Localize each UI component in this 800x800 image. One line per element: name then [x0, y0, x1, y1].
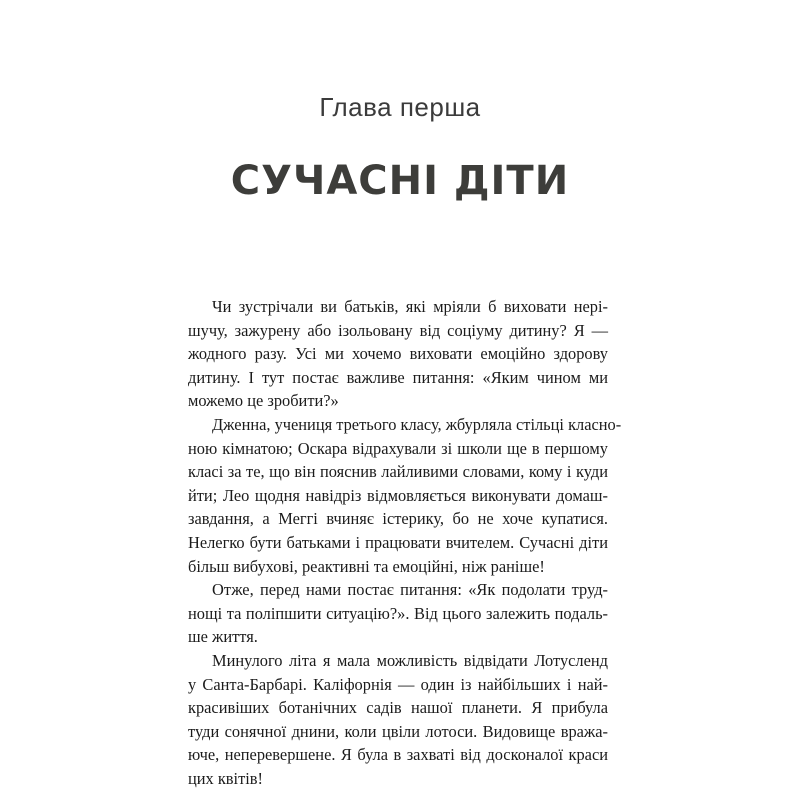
text-line: більш вибухові, реактивні та емоційні, ніж раніше!: [188, 556, 545, 576]
text-line: класі за те, що він пояснив лайливими словами, кому і куди: [188, 462, 608, 482]
text-line: дитину. І тут постає важливе питання: «Яким чином ми: [188, 367, 608, 387]
text-line: ше життя.: [188, 627, 258, 647]
text-line: цих квітів!: [188, 768, 264, 788]
text-line: нощі та поліпшити ситуацію?». Від цього залежить подаль-: [188, 603, 608, 623]
text-line: у Санта-Барбарі. Каліфорнія — один із найбільших і най-: [188, 674, 608, 694]
text-line: Нелегко бути батьками і працювати вчителем. Сучасні діти: [188, 532, 608, 552]
text-line: Чи зустрічали ви батьків, які мріяли б виховати нері-: [212, 297, 608, 316]
text-line: завдання, а Меггі вчиняє істерику, бо не хоче купатися.: [188, 509, 608, 529]
text-line: можемо це зробити?»: [188, 391, 339, 411]
paragraph: [188, 413, 622, 578]
text-line: шучу, зажурену або ізольовану від соціуму дитину? Я —: [188, 320, 608, 340]
text-line: йти; Лео щодня навідріз відмовляється виконувати домаш-: [188, 485, 608, 505]
chapter-title: СУЧАСНІ ДІТИ: [230, 158, 570, 204]
text-line: юче, неперевершене. Я була в захваті від досконалої краси: [188, 745, 608, 765]
paragraph: [188, 649, 608, 791]
text-line: Минулого літа я мала можливість відвідати Лотусленд: [212, 650, 608, 670]
text-line: красивіших ботанічних садів нашої планети. Я прибула: [188, 698, 608, 718]
text-line: жодного разу. Усі ми хочемо виховати емоційно здорову: [188, 344, 608, 364]
text-line: Дженна, учениця третього класу, жбурляла стільці класно-: [212, 414, 622, 434]
text-line: туди сонячної днини, коли цвіли лотоси. Видовище вража-: [188, 721, 608, 741]
chapter-body: [188, 295, 622, 790]
text-line: Отже, перед нами постає питання: «Як подолати труд-: [212, 580, 608, 600]
chapter-label: Глава перша: [319, 92, 481, 122]
paragraph: [188, 578, 608, 649]
paragraph: [188, 295, 608, 413]
text-line: ною кімнатою; Оскара відрахували зі школи ще в першому: [188, 438, 608, 458]
